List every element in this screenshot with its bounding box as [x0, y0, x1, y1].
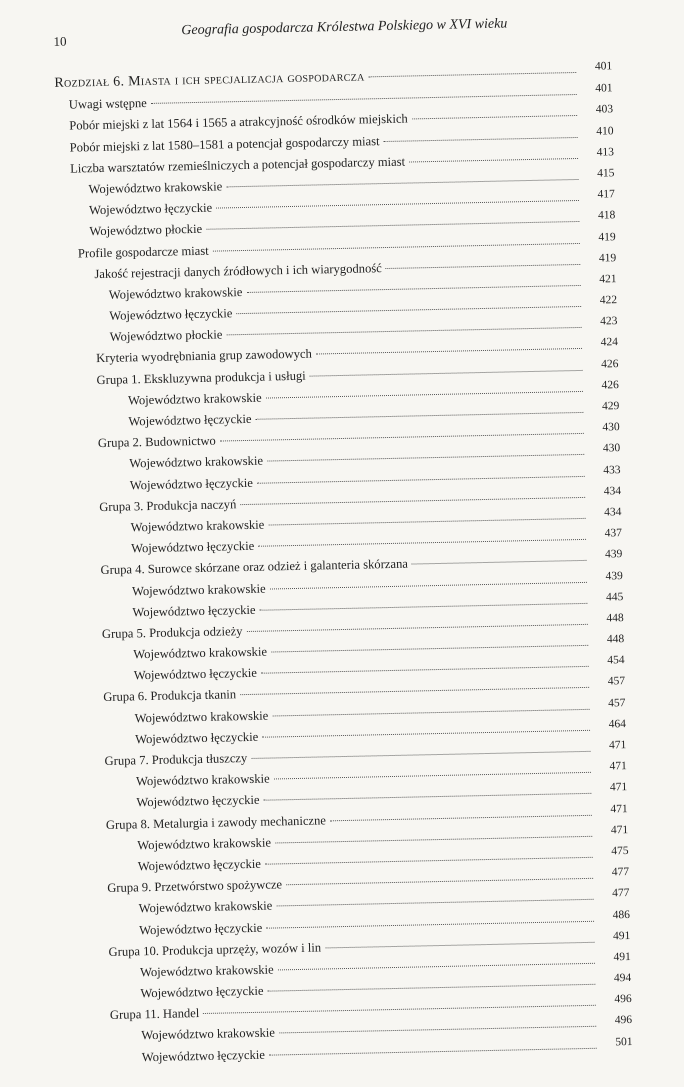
toc-entry-page-number: 401	[594, 60, 613, 73]
dot-leader	[268, 984, 596, 992]
dot-leader	[412, 560, 587, 565]
toc-entry-page-number: 434	[604, 506, 622, 519]
toc-entry-page-number: 429	[601, 400, 620, 413]
toc-entry-title: Województwo krakowskie	[134, 708, 269, 726]
toc-entry-title: Pobór miejski z lat 1564 i 1565 a atrakcyjność ośrodków miejskich	[69, 111, 408, 133]
toc-entry-page-number: 477	[612, 887, 630, 900]
toc-entry-title: Grupa 2. Budownictwo	[97, 433, 216, 451]
toc-entry-title: Województwo krakowskie	[131, 581, 266, 598]
toc-entry-title: Województwo krakowskie	[130, 517, 265, 535]
toc-entry-page-number: 471	[610, 823, 629, 837]
toc-entry-page-number: 426	[601, 378, 619, 392]
toc-entry-page-number: 417	[597, 188, 615, 201]
dot-leader	[240, 497, 585, 505]
dot-leader	[272, 708, 589, 716]
toc-entry-title: Grupa 10. Produkcja uprzęży, wozów i lin	[108, 940, 322, 959]
dot-leader	[256, 412, 584, 420]
toc-entry-title: Uwagi wstępne	[68, 96, 147, 112]
toc-entry-page-number: 423	[600, 315, 618, 328]
toc-entry-title: Grupa 9. Przetwórstwo spożywcze	[107, 877, 283, 896]
dot-leader	[369, 72, 577, 77]
toc-entry-page-number: 477	[611, 866, 630, 879]
dot-leader	[310, 370, 583, 377]
toc-entry-page-number: 421	[599, 273, 617, 286]
dot-leader	[261, 666, 589, 674]
dot-leader	[251, 751, 590, 759]
dot-leader	[409, 158, 578, 163]
dot-leader	[265, 857, 593, 865]
toc-entry-title: Województwo krakowskie	[129, 454, 264, 471]
toc-entry-page-number: 448	[606, 633, 625, 646]
dot-leader	[412, 115, 577, 119]
toc-entry-title: Województwo krakowskie	[133, 644, 268, 662]
dot-leader	[286, 878, 593, 885]
toc-entry-title: Grupa 3. Produkcja naczyń	[99, 496, 237, 514]
dot-leader	[270, 581, 587, 589]
dot-leader	[260, 603, 588, 611]
toc-entry-title: Województwo łęczyckie	[88, 200, 213, 218]
toc-entry-page-number: 464	[608, 717, 627, 731]
toc-entry-title: Jakość rejestracji danych źródłowych i ich wiarygodność	[94, 260, 382, 281]
toc-entry-page-number: 491	[612, 929, 631, 943]
dot-leader	[258, 539, 586, 547]
dot-leader	[274, 772, 591, 780]
toc-entry-page-number: 471	[610, 802, 628, 815]
toc-entry-page-number: 413	[596, 145, 615, 159]
dot-leader	[269, 1047, 597, 1055]
toc-entry-title: Województwo krakowskie	[141, 1025, 276, 1043]
toc-entry-title: Województwo krakowskie	[137, 835, 272, 853]
toc-entry-title: Województwo łęczyckie	[132, 602, 256, 620]
toc-entry-title: Grupa 4. Surowce skórzane oraz odzież i galanteria skórzana	[100, 556, 409, 578]
toc-entry-page-number: 418	[597, 209, 616, 222]
toc-entry-page-number: 445	[605, 590, 624, 604]
toc-entry-title: Województwo łęczyckie	[128, 411, 252, 429]
dot-leader	[266, 391, 583, 399]
dot-leader	[275, 836, 592, 844]
toc-entry-page-number: 434	[603, 484, 622, 498]
toc-entry-title: Województwo krakowskie	[139, 962, 274, 980]
dot-leader	[278, 963, 595, 971]
table-of-contents	[0, 60, 684, 1074]
toc-entry-title: Województwo łęczyckie	[141, 1047, 266, 1064]
dot-leader	[226, 327, 581, 335]
toc-entry-page-number: 486	[612, 908, 631, 921]
dot-leader	[151, 94, 577, 104]
toc-entry-page-number: 430	[602, 421, 620, 434]
toc-entry-title: Województwo łęczyckie	[134, 729, 259, 747]
toc-entry-page-number: 424	[600, 336, 619, 349]
dot-leader	[325, 941, 594, 948]
dot-leader	[279, 1026, 596, 1034]
toc-entry-title: Województwo krakowskie	[135, 771, 270, 789]
toc-entry-title: Województwo płockie	[89, 222, 203, 239]
toc-entry-title: Liczba warsztatów rzemieślniczych a potencjał gospodarczy miast	[70, 154, 406, 176]
toc-entry-page-number: 457	[608, 696, 626, 710]
toc-entry-title: Grupa 11. Handel	[109, 1006, 200, 1023]
toc-entry-title: Pobór miejski z lat 1580–1581 a potencjał gospodarczy miast	[69, 133, 380, 155]
toc-entry-title: Rozdział 6. Miasta i ich specjalizacja gospodarcza	[54, 69, 365, 91]
toc-entry-title: Województwo łęczyckie	[138, 920, 263, 937]
toc-entry-page-number: 426	[600, 357, 619, 371]
page-number: 10	[53, 33, 67, 49]
toc-entry-page-number: 410	[596, 124, 614, 138]
page-header	[0, 13, 674, 51]
dot-leader	[206, 221, 579, 230]
toc-entry-page-number: 471	[609, 760, 627, 773]
toc-entry-page-number: 403	[595, 103, 614, 116]
toc-entry-title: Kryteria wyodrębniania grup zawodowych	[95, 347, 313, 366]
toc-entry-page-number: 415	[597, 167, 615, 180]
running-title: Geografia gospodarcza Królestwa Polskiego w XVI wieku	[181, 16, 508, 39]
toc-entry-page-number: 439	[605, 569, 623, 582]
dot-leader	[236, 306, 581, 314]
toc-entry-title: Grupa 7. Produkcja tłuszczy	[104, 751, 248, 769]
toc-entry-title: Województwo krakowskie	[88, 179, 223, 197]
dot-leader	[264, 793, 592, 801]
toc-entry-page-number: 496	[614, 993, 632, 1006]
toc-entry-page-number: 401	[595, 82, 613, 95]
dot-leader	[276, 899, 593, 907]
toc-entry-page-number: 494	[613, 972, 632, 985]
toc-entry-title: Województwo płockie	[109, 327, 223, 345]
toc-entry-title: Grupa 1. Ekskluzywna produkcja i usługi	[96, 368, 306, 387]
dot-leader	[316, 348, 582, 355]
toc-entry-page-number: 433	[603, 463, 621, 477]
dot-leader	[266, 920, 594, 928]
toc-entry-title: Województwo łęczyckie	[109, 306, 233, 323]
toc-entry-page-number: 419	[598, 230, 616, 244]
toc-entry-page-number: 457	[607, 675, 626, 688]
dot-leader	[220, 433, 584, 442]
toc-entry-title: Województwo krakowskie	[108, 284, 243, 302]
toc-entry-page-number: 496	[614, 1014, 633, 1027]
dot-leader	[330, 814, 592, 820]
toc-entry-title: Województwo łęczyckie	[130, 538, 255, 556]
toc-entry-page-number: 448	[606, 611, 624, 625]
toc-entry-title: Województwo łęczyckie	[133, 666, 258, 683]
toc-entry-page-number: 430	[602, 442, 621, 455]
toc-entry-title: Województwo krakowskie	[138, 898, 273, 916]
toc-entry-page-number: 471	[608, 739, 627, 752]
toc-entry-title: Grupa 5. Produkcja odzieży	[101, 623, 243, 641]
dot-leader	[267, 454, 584, 462]
toc-entry-page-number: 419	[598, 251, 617, 265]
toc-entry-title: Województwo łęczyckie	[140, 983, 264, 1001]
toc-entry-title: Grupa 6. Produkcja tkanin	[103, 687, 237, 705]
dot-leader	[203, 1005, 596, 1014]
dot-leader	[386, 264, 581, 269]
toc-entry-title: Województwo krakowskie	[127, 390, 262, 408]
toc-entry-page-number: 454	[607, 654, 625, 667]
toc-entry-page-number: 422	[599, 294, 618, 307]
toc-entry-title: Profile gospodarcze miast	[77, 243, 209, 260]
dot-leader	[384, 137, 578, 142]
toc-entry-page-number: 491	[613, 950, 631, 964]
toc-entry-page-number: 501	[615, 1035, 633, 1049]
toc-entry-page-number: 475	[611, 845, 629, 858]
dot-leader	[257, 475, 585, 483]
toc-entry-title: Województwo łęczyckie	[136, 793, 260, 810]
dot-leader	[246, 624, 587, 632]
dot-leader	[262, 730, 590, 738]
dot-leader	[226, 179, 578, 187]
toc-entry-title: Województwo łęczyckie	[129, 475, 254, 492]
dot-leader	[216, 200, 579, 209]
dot-leader	[213, 242, 580, 251]
dot-leader	[268, 518, 585, 526]
toc-entry-page-number: 437	[604, 527, 623, 540]
toc-entry-title: Grupa 8. Metalurgia i zawody mechaniczne	[105, 812, 327, 832]
dot-leader	[271, 645, 588, 653]
toc-entry-title: Województwo łęczyckie	[137, 856, 262, 874]
toc-entry-page-number: 471	[609, 781, 628, 794]
toc-entry-page-number: 439	[604, 548, 623, 561]
dot-leader	[240, 687, 589, 695]
dot-leader	[246, 285, 580, 293]
